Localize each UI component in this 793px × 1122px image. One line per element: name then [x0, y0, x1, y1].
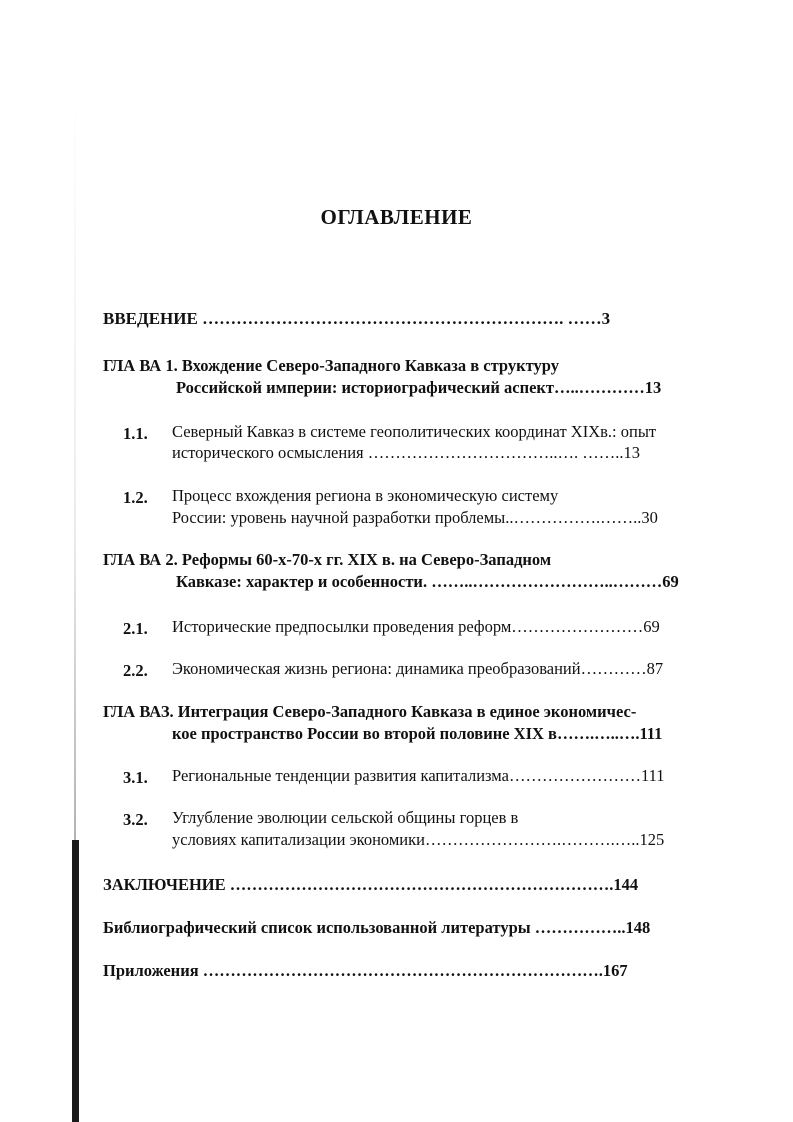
- toc-section-3-2-number: 3.2.: [123, 810, 148, 829]
- toc-section-3-2-line1: Углубление эволюции сельской общины горцев в: [172, 808, 519, 827]
- toc-chapter1-line1: ГЛА ВА 1. Вхождение Северо-Западного Кавказа в структуру: [103, 356, 559, 375]
- toc-section-1-1-line2: исторического осмысления ……………………………..…. ……..13: [172, 443, 641, 462]
- toc-chapter2-line2: Кавказе: характер и особенности. ……..……………………..………69: [176, 572, 679, 591]
- toc-section-1-2-line2: России: уровень научной разработки проблемы..…………….……..30: [172, 508, 658, 527]
- toc-chapter3-line2: кое пространство России во второй половине XIX в…….…..….111: [172, 724, 663, 743]
- toc-section-1-1-line1: Северный Кавказ в системе геополитических координат XIXв.: опыт: [172, 422, 657, 441]
- toc-section-3-2-line2: условиях капитализации экономики…………………….……….…..125: [172, 830, 665, 849]
- toc-chapter3-line1: ГЛА ВАЗ. Интеграция Северо-Западного Кавказа в единое экономичес-: [103, 702, 637, 721]
- toc-appendices: Приложения ……………………………………………………………….167: [103, 961, 628, 980]
- toc-intro: ВВЕДЕНИЕ ………………………………………………………. ……3: [103, 309, 611, 328]
- toc-section-1-2-line1: Процесс вхождения региона в экономическую систему: [172, 486, 559, 505]
- page-title: ОГЛАВЛЕНИЕ: [320, 205, 473, 229]
- toc-chapter2-line1: ГЛА ВА 2. Реформы 60-х-70-х гг. XIX в. на Северо-Западном: [103, 550, 552, 569]
- toc-section-2-1-line1: Исторические предпосылки проведения реформ……………………69: [172, 617, 660, 636]
- toc-section-3-1-line1: Региональные тенденции развития капитализма……………………111: [172, 766, 665, 785]
- scan-edge-shadow: [74, 80, 76, 840]
- toc-section-3-1-number: 3.1.: [123, 768, 148, 787]
- toc-section-1-1-number: 1.1.: [123, 424, 148, 443]
- toc-chapter1-line2: Российской империи: историографический аспект…..…………13: [176, 378, 662, 397]
- scan-edge-bar: [72, 840, 79, 1122]
- toc-bibliography: Библиографический список использованной литературы ……………..148: [103, 918, 651, 937]
- toc-conclusion: ЗАКЛЮЧЕНИЕ …………………………………………………………….144: [103, 875, 639, 894]
- toc-section-2-2-line1: Экономическая жизнь региона: динамика преобразований…………87: [172, 659, 664, 678]
- toc-section-1-2-number: 1.2.: [123, 488, 148, 507]
- toc-section-2-2-number: 2.2.: [123, 661, 148, 680]
- toc-section-2-1-number: 2.1.: [123, 619, 148, 638]
